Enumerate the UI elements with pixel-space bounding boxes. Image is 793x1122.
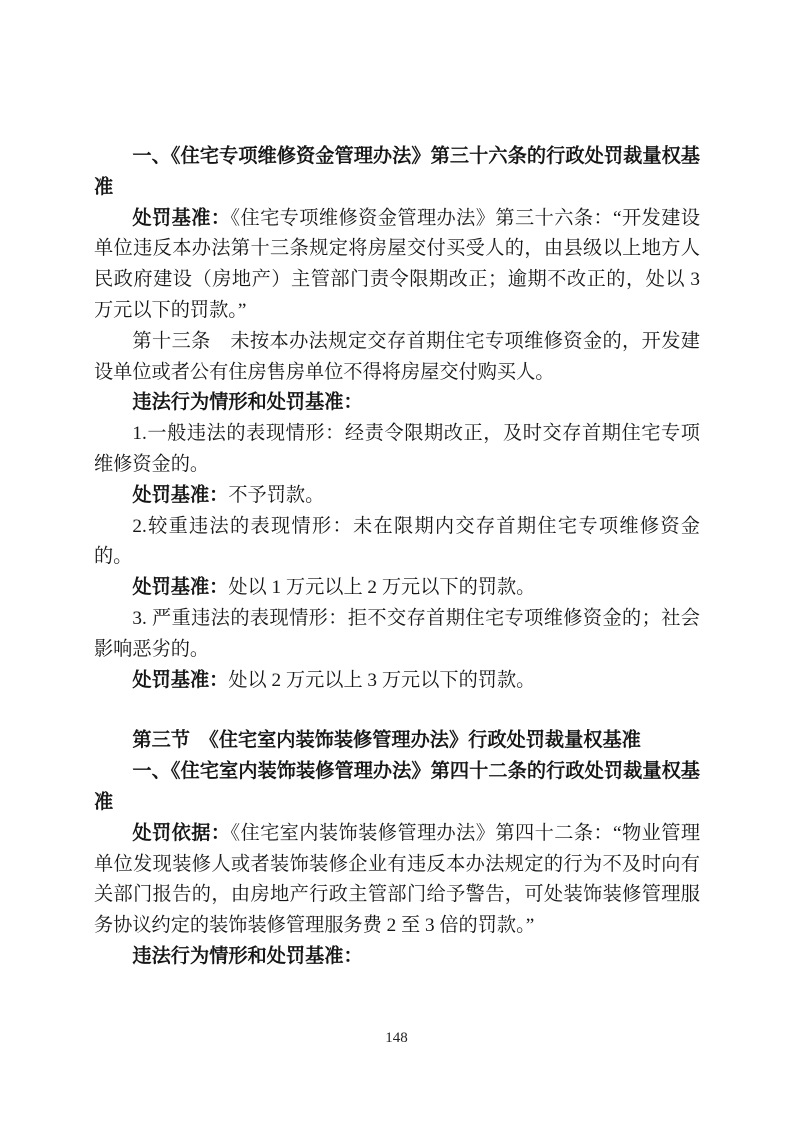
document-body — [94, 0, 700, 973]
paragraph — [94, 327, 700, 389]
paragraph — [94, 419, 700, 481]
paragraph — [94, 512, 700, 574]
paragraph-text: 处以 1 万元以上 2 万元以下的罚款。 — [228, 577, 536, 599]
heading-text: 第三节 《住宅室内装饰装修管理办法》行政处罚裁量权基准 — [132, 730, 641, 752]
page-number: 148 — [385, 1030, 408, 1046]
sub-heading — [94, 942, 700, 973]
paragraph-text: 《住宅室内装饰装修管理办法》第四十二条：“物业管理单位发现装修人或者装饰装修企业有违反本办法规定的行为不及时向有关部门报告的，由房地产行政主管部门给予警告，可处装饰装修管理服务协议约定的装饰装修管理服务费 2 至 3 倍的罚款。” — [94, 822, 701, 937]
paragraph-label: 处罚基准： — [132, 484, 229, 506]
section-heading — [94, 757, 700, 819]
paragraph-text: 《住宅专项维修资金管理办法》第三十六条：“开发建设单位违反本办法第十三条规定将房屋交付买受人的，由县级以上地方人民政府建设（房地产）主管部门责令限期改正；逾期不改正的，处以 3 万元以下的罚款。” — [94, 207, 701, 321]
paragraph-text: 处以 2 万元以上 3 万元以下的罚款。 — [228, 669, 536, 691]
paragraph — [94, 604, 700, 666]
paragraph — [94, 666, 700, 697]
paragraph-label: 处罚基准： — [132, 207, 231, 229]
heading-text: 一、《住宅专项维修资金管理办法》第三十六条的行政处罚裁量权基准 — [94, 146, 700, 198]
heading-text: 一、《住宅室内装饰装修管理办法》第四十二条的行政处罚裁量权基准 — [94, 761, 700, 813]
sub-heading — [94, 388, 700, 419]
paragraph-text: 2.较重违法的表现情形：未在限期内交存首期住宅专项维修资金的。 — [94, 515, 700, 568]
paragraph-text: 1.一般违法的表现情形：经责令限期改正，及时交存首期住宅专项维修资金的。 — [94, 423, 700, 475]
heading-text: 违法行为情形和处罚基准： — [132, 392, 363, 414]
section-heading — [94, 142, 700, 204]
paragraph-text: 不予罚款。 — [228, 484, 325, 506]
paragraph-text: 第十三条 未按本办法规定交存首期住宅专项维修资金的，开发建设单位或者公有住房售房单位不得将房屋交付购买人。 — [94, 330, 700, 383]
paragraph-label: 处罚基准： — [132, 669, 229, 691]
paragraph-label: 处罚依据： — [132, 822, 231, 844]
paragraph — [94, 819, 700, 942]
paragraph — [94, 481, 700, 512]
chapter-section-heading — [94, 726, 700, 757]
paragraph — [94, 573, 700, 604]
paragraph-text: 3. 严重违法的表现情形：拒不交存首期住宅专项维修资金的；社会影响恶劣的。 — [94, 607, 700, 660]
heading-text: 违法行为情形和处罚基准： — [132, 945, 363, 967]
paragraph-label: 处罚基准： — [132, 577, 229, 599]
paragraph — [94, 204, 700, 327]
